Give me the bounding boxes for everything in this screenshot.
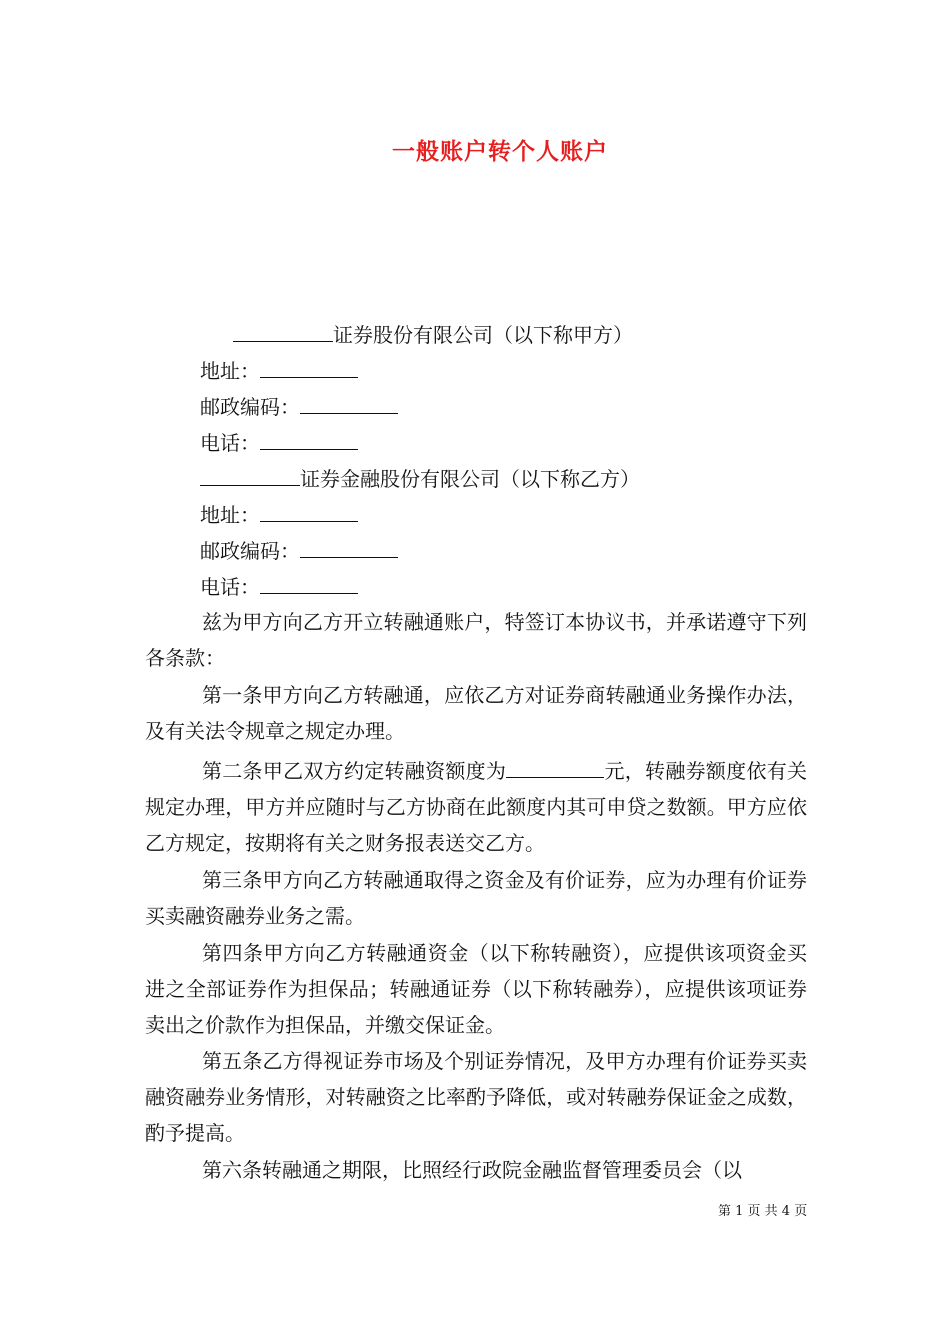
party-a-phone-line	[200, 429, 358, 457]
document-title: 一般账户转个人账户	[392, 138, 608, 165]
article-3: 第三条甲方向乙方转融通取得之资金及有价证券，应为办理有价证券买卖融资融券业务之需。	[145, 868, 807, 928]
party-a-postcode-label: 邮政编码：	[200, 395, 300, 419]
party-a-name-suffix: 证券股份有限公司（以下称甲方）	[333, 323, 633, 347]
party-a-phone-blank	[260, 431, 358, 450]
party-a-address-line	[200, 357, 358, 385]
party-b-name-line	[200, 465, 640, 493]
party-a-postcode-line	[200, 393, 398, 421]
party-b-postcode-blank	[300, 539, 398, 558]
party-a-address-label: 地址：	[200, 359, 260, 383]
article-2-after: 元，转融券额度依有关规定办理，甲方并应随时与乙方协商在此额度内其可申贷之数额。甲方应依乙方规定，按期将有关之财务报表送交乙方。	[145, 759, 808, 855]
party-a-postcode-blank	[300, 395, 398, 414]
article-5: 第五条乙方得视证券市场及个别证券情况，及甲方办理有价证券买卖融资融券业务情形，对转融资之比率酌予降低，或对转融券保证金之成数，酌予提高。	[145, 1049, 807, 1145]
party-b-name-blank	[200, 467, 300, 486]
party-b-phone-blank	[260, 575, 358, 594]
party-b-phone-label: 电话：	[200, 575, 260, 599]
party-b-phone-line	[200, 573, 358, 601]
party-b-postcode-line	[200, 537, 398, 565]
party-a-address-blank	[260, 359, 358, 378]
party-b-address-label: 地址：	[200, 503, 260, 527]
article-2-before: 第二条甲乙双方约定转融资额度为	[202, 759, 507, 783]
party-a-name-line	[233, 321, 633, 349]
intro-paragraph: 兹为甲方向乙方开立转融通账户，特签订本协议书，并承诺遵守下列各条款：	[145, 610, 807, 670]
article-1: 第一条甲方向乙方转融通，应依乙方对证券商转融通业务操作办法，及有关法令规章之规定办理。	[145, 683, 807, 743]
party-a-phone-label: 电话：	[200, 431, 260, 455]
article-6: 第六条转融通之期限，比照经行政院金融监督管理委员会（以	[202, 1158, 742, 1182]
party-b-address-line	[200, 501, 358, 529]
party-b-name-suffix: 证券金融股份有限公司（以下称乙方）	[300, 467, 640, 491]
party-b-postcode-label: 邮政编码：	[200, 539, 300, 563]
article-2-amount-blank	[506, 759, 604, 778]
page-number: 第 1 页 共 4 页	[718, 1204, 808, 1219]
article-4: 第四条甲方向乙方转融通资金（以下称转融资），应提供该项资金买进之全部证券作为担保品；转融通证券（以下称转融券），应提供该项证券卖出之价款作为担保品，并缴交保证金。	[145, 941, 807, 1037]
party-b-address-blank	[260, 503, 358, 522]
party-a-name-blank	[233, 323, 333, 342]
article-2	[145, 753, 807, 861]
